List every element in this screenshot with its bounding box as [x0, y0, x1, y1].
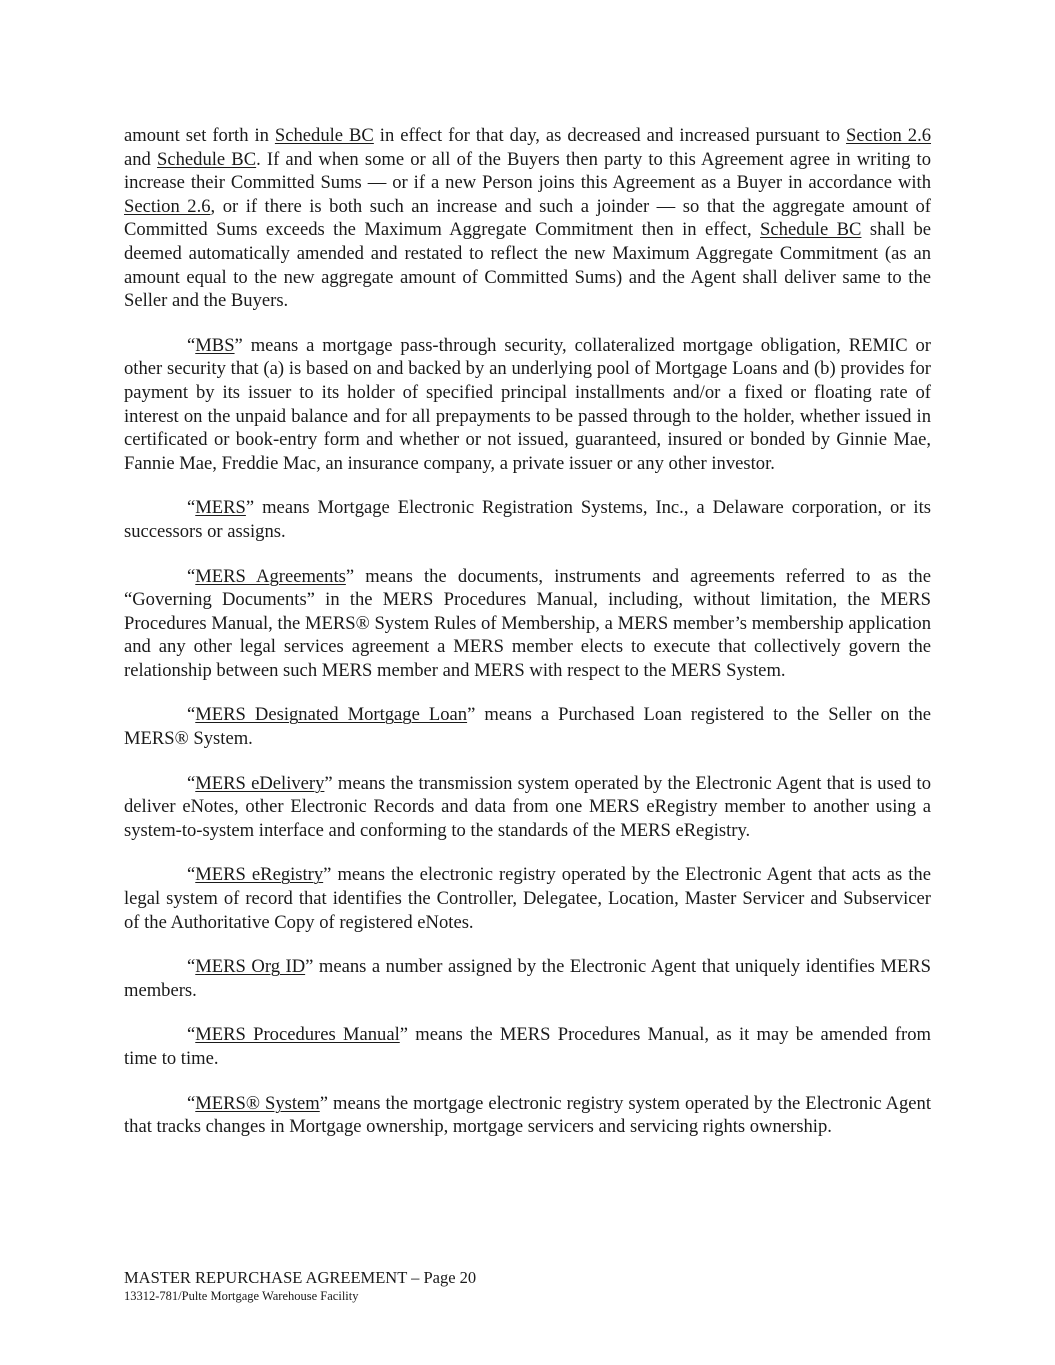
- defined-term: MERS Agreements: [195, 565, 346, 587]
- defined-term: MERS Org ID: [195, 956, 306, 978]
- definition-mers: “MERS” means Mortgage Electronic Registration Systems, Inc., a Delaware corporation, or its successors or assigns.: [124, 497, 931, 542]
- definition-mers-org-id: “MERS Org ID” means a number assigned by the Electronic Agent that uniquely identifies MERS members.: [124, 956, 931, 1001]
- intro-text: , or if there is both such an increase and such a joinder — so that the aggregate amount of Committed Sums exceeds the Maximum Aggregate Commitment then in effect,: [124, 195, 931, 241]
- intro-text: shall be deemed automatically amended and restated to reflect the new Maximum Aggregate Commitment (as an amount equal to the new aggregate amount of Committed Sums) and the Agent shall deliver same to the Seller and the Buyers.: [124, 219, 931, 312]
- schedule-bc-reference: Schedule BC: [157, 148, 257, 170]
- definition-mbs: “MBS” means a mortgage pass-through security, collateralized mortgage obligation, REMIC or other security that (a) is based on and backed by an underlying pool of Mortgage Loans and (b) provides for payment by its issuer to its holder of specified principal installments and/or a fixed or floating rate of interest on the unpaid balance and for all prepayments to be passed through to the holder, whether issued in certificated or book-entry form and whether or not issued, guaranteed, insured or bonded by Ginnie Mae, Fannie Mae, Freddie Mac, an insurance company, a private issuer or any other investor.: [124, 334, 931, 474]
- definition-mers-system: “MERS® System” means the mortgage electronic registry system operated by the Electronic Agent that tracks changes in Mortgage ownership, mortgage servicers and servicing rights ownership.: [124, 1092, 931, 1138]
- defined-term: MERS Designated Mortgage Loan: [195, 704, 468, 726]
- definition-text: means a mortgage pass-through security, collateralized mortgage obligation, REMIC or other security that (a) is based on and backed by an underlying pool of Mortgage Loans and (b) provides for payment by its issuer to its holder of specified principal installments and/or a fixed or floating rate of interest on the unpaid balance and for all prepayments to be passed through to the holder, whether issued in certificated or book-entry form and whether or not issued, guaranteed, insured or bonded by Ginnie Mae, Fannie Mae, Freddie Mac, an insurance company, a private issuer or any other investor.: [124, 334, 931, 474]
- defined-term: MERS: [195, 497, 246, 519]
- definition-mers-procedures-manual: “MERS Procedures Manual” means the MERS Procedures Manual, as it may be amended from time to time.: [124, 1024, 931, 1069]
- footer-title: MASTER REPURCHASE AGREEMENT – Page 20: [124, 1268, 477, 1287]
- definition-mers-agreements: “MERS Agreements” means the documents, instruments and agreements referred to as the “Governing Documents” in the MERS Procedures Manual, including, without limitation, the MERS Procedures Manual, the MERS® System Rules of Membership, a MERS member’s membership application and any other legal services agreement a MERS member elects to execute that collectively govern the relationship between such MERS member and MERS with respect to the MERS System.: [124, 565, 931, 681]
- section-2-6-reference: Section 2.6: [124, 195, 211, 217]
- defined-term: MERS eRegistry: [195, 864, 324, 886]
- intro-text: . If and when some or all of the Buyers then party to this Agreement agree in writing to increase their Committed Sums — or if a new Person joins this Agreement as a Buyer in accordance with: [124, 148, 932, 194]
- definition-text: means the electronic registry operated by the Electronic Agent that acts as the legal system of record that identifies the Controller, Delegatee, Location, Master Servicer and Subservicer of the Authoritative Copy of registered eNotes.: [124, 864, 931, 933]
- definition-text: means a number assigned by the Electronic Agent that uniquely identifies MERS members.: [124, 956, 931, 1001]
- definition-text: means a Purchased Loan registered to the Seller on the MERS® System.: [124, 704, 931, 750]
- section-2-6-reference: Section 2.6: [846, 125, 932, 146]
- intro-text: amount set forth in: [124, 125, 275, 146]
- defined-term: MERS® System: [195, 1092, 320, 1114]
- definition-text: means Mortgage Electronic Registration Systems, Inc., a Delaware corporation, or its successors or assigns.: [124, 497, 931, 542]
- defined-term: MERS eDelivery: [195, 772, 325, 794]
- schedule-bc-reference: Schedule BC: [274, 125, 374, 146]
- intro-text: and: [124, 148, 157, 170]
- definition-mers-designated-mortgage-loan: “MERS Designated Mortgage Loan” means a Purchased Loan registered to the Seller on the MERS® System.: [124, 704, 931, 750]
- intro-paragraph: [124, 124, 931, 313]
- definition-mers-edelivery: “MERS eDelivery” means the transmission system operated by the Electronic Agent that is used to deliver eNotes, other Electronic Records and data from one MERS eRegistry member to another using a system-to-system interface and conforming to the standards of the MERS eRegistry.: [124, 772, 931, 841]
- defined-term: MERS Procedures Manual: [195, 1024, 400, 1046]
- definition-text: means the mortgage electronic registry system operated by the Electronic Agent that tracks changes in Mortgage ownership, mortgage servicers and servicing rights ownership.: [124, 1092, 931, 1138]
- definition-mers-eregistry: “MERS eRegistry” means the electronic registry operated by the Electronic Agent that acts as the legal system of record that identifies the Controller, Delegatee, Location, Master Servicer and Subservicer of the Authoritative Copy of registered eNotes.: [124, 864, 931, 933]
- schedule-bc-reference: Schedule BC: [760, 219, 862, 241]
- intro-text: in effect for that day, as decreased and increased pursuant to: [373, 125, 847, 146]
- footer-doc-id: 13312-781/Pulte Mortgage Warehouse Facility: [124, 1289, 359, 1303]
- definition-text: means the documents, instruments and agreements referred to as the “Governing Documents” in the MERS Procedures Manual, including, without limitation, the MERS Procedures Manual, the MERS® System Rules of Membership, a MERS member’s membership application and any other legal services agreement a MERS member elects to execute that collectively govern the relationship between such MERS member and MERS with respect to the MERS System.: [124, 565, 931, 681]
- page-footer: [124, 1268, 476, 1304]
- definition-text: means the MERS Procedures Manual, as it may be amended from time to time.: [124, 1024, 931, 1069]
- definition-text: means the transmission system operated by the Electronic Agent that is used to deliver eNotes, other Electronic Records and data from one MERS eRegistry member to another using a system-to-system interface and conforming to the standards of the MERS eRegistry.: [124, 772, 931, 841]
- defined-term: MBS: [195, 334, 235, 356]
- document-body: [124, 124, 931, 1160]
